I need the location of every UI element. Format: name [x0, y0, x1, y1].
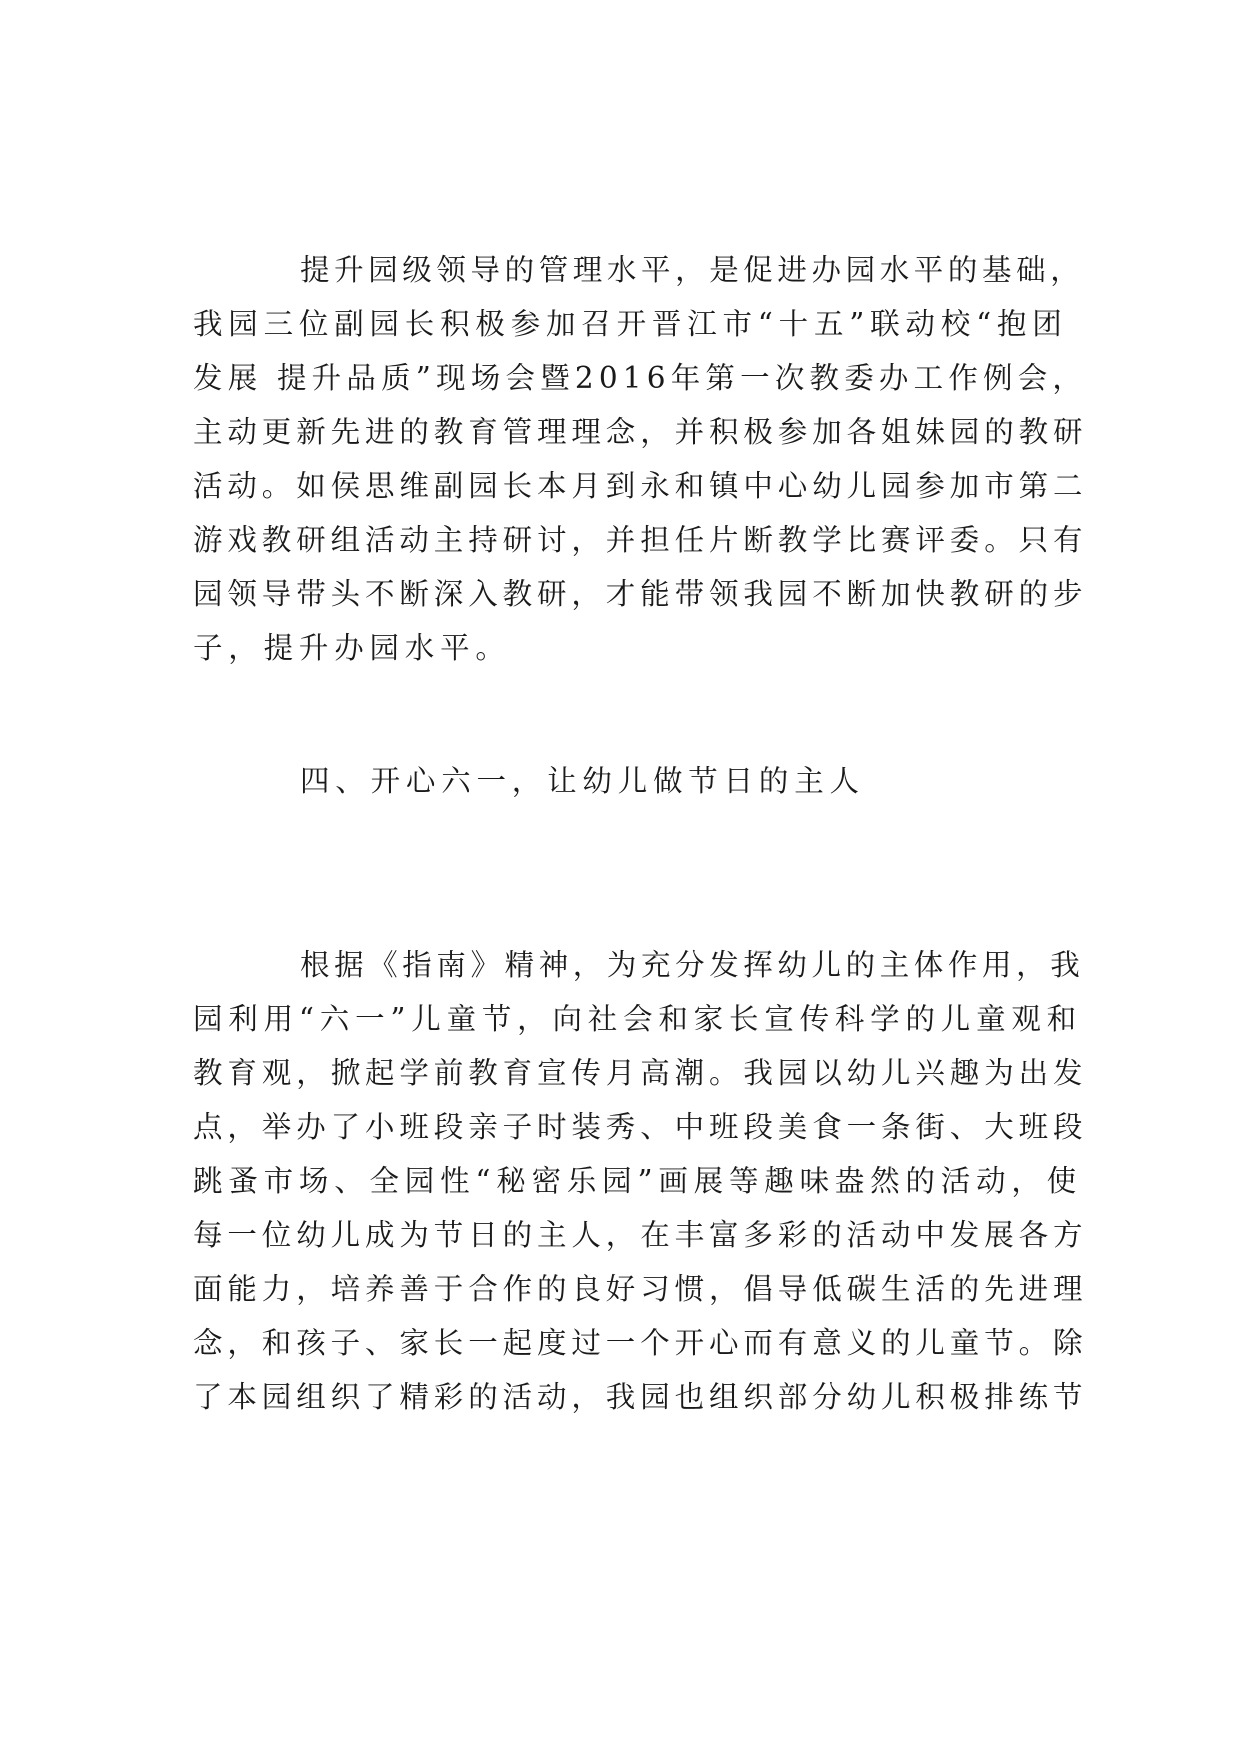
- paragraph-line: 游戏教研组活动主持研讨，并担任片断教学比赛评委。只有: [193, 523, 1088, 557]
- paragraph-line: 念，和孩子、家长一起度过一个开心而有意义的儿童节。除: [193, 1326, 1088, 1360]
- paragraph-line: 我园三位副园长积极参加召开晋江市“十五”联动校“抱团: [193, 307, 1068, 341]
- paragraph-line: 活动。如侯思维副园长本月到永和镇中心幼儿园参加市第二: [193, 469, 1088, 503]
- section-heading: 四、开心六一，让幼儿做节日的主人: [300, 764, 865, 798]
- paragraph-line: 面能力，培养善于合作的良好习惯，倡导低碳生活的先进理: [193, 1272, 1088, 1306]
- paragraph-line: 了本园组织了精彩的活动，我园也组织部分幼儿积极排练节: [193, 1380, 1088, 1414]
- paragraph-line: 园领导带头不断深入教研，才能带领我园不断加快教研的步: [193, 577, 1088, 611]
- paragraph-line: 提升园级领导的管理水平，是促进办园水平的基础，: [300, 253, 1085, 287]
- paragraph-line: 跳蚤市场、全园性“秘密乐园”画展等趣味盎然的活动，使: [193, 1164, 1082, 1198]
- paragraph-line: 根据《指南》精神，为充分发挥幼儿的主体作用，我: [300, 948, 1085, 982]
- paragraph-line: 点，举办了小班段亲子时装秀、中班段美食一条街、大班段: [193, 1110, 1088, 1144]
- paragraph-line: 主动更新先进的教育管理理念，并积极参加各姐妹园的教研: [193, 415, 1088, 449]
- paragraph-line: 发展 提升品质”现场会暨2016年第一次教委办工作例会，: [193, 361, 1088, 395]
- paragraph-line: 每一位幼儿成为节日的主人，在丰富多彩的活动中发展各方: [193, 1218, 1088, 1252]
- paragraph-line: 教育观，掀起学前教育宣传月高潮。我园以幼儿兴趣为出发: [193, 1056, 1088, 1090]
- paragraph-line: 子，提升办园水平。: [193, 631, 511, 665]
- paragraph-line: 园利用“六一”儿童节，向社会和家长宣传科学的儿童观和: [193, 1002, 1082, 1036]
